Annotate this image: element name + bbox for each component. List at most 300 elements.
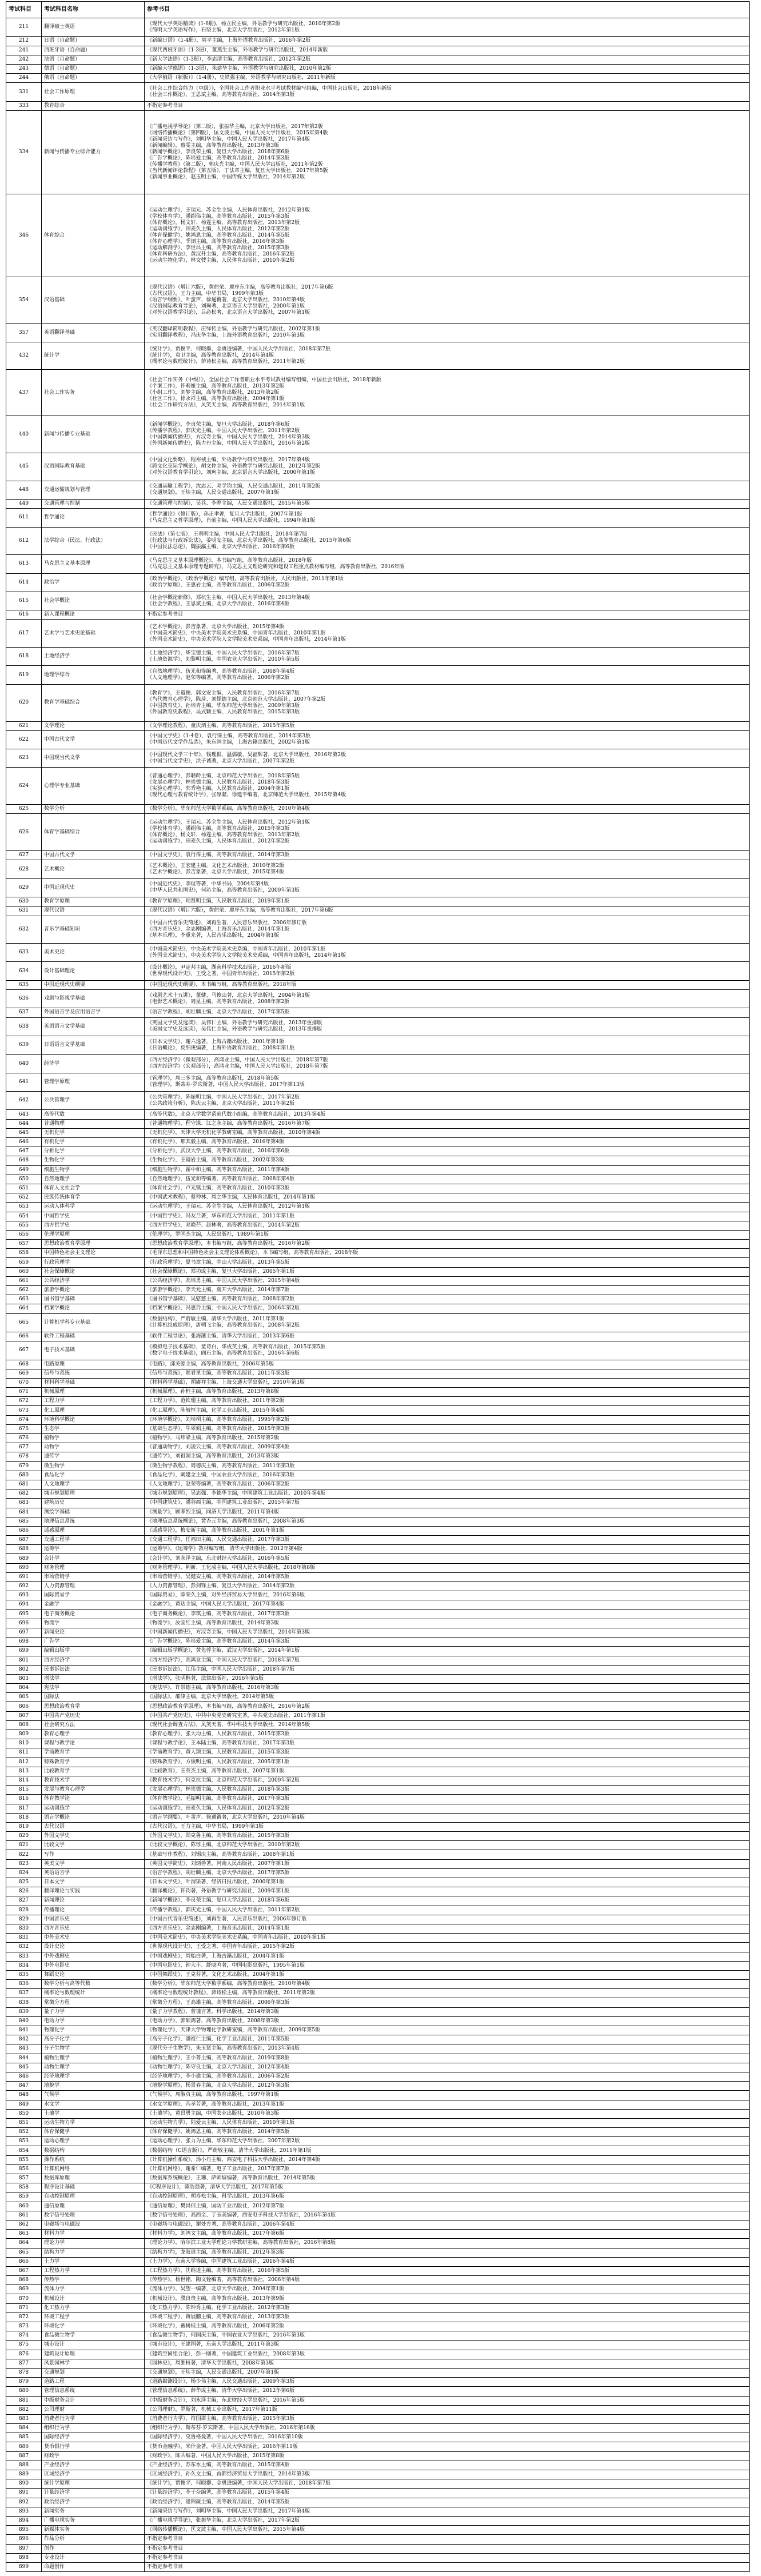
subject-code: 638: [6, 1017, 42, 1036]
subject-name: 工程热力学: [42, 2266, 145, 2275]
table-row: [6, 1563, 750, 1572]
reference-books: 《工程力学》，范钦珊主编，高等教育出版社，2011年第2版: [145, 1397, 750, 1406]
reference-books: 《中级财务会计》，刘永泽主编，东北财经大学出版社，2016年第5版: [145, 2396, 750, 2405]
reference-books: 《中国文化要略》，程裕祯主编，外语教学与研究出版社，2017年第4版 《跨文化交际学概论》，胡文仲主编，外语教学与研究出版社，2012年第2版 《对外汉语教育学引论》，刘珣主编，北京语言大学出版社，2000年第1版: [145, 453, 750, 481]
subject-code: 616: [6, 610, 42, 620]
reference-books: 《运动心理学》，张力为主编，华东师范大学出版社，2007年第2版: [145, 2137, 750, 2146]
subject-code: 896: [6, 2535, 42, 2544]
reference-books: 《教育技术学》，何克抗主编，北京师范大学出版社，2009年第2版: [145, 1776, 750, 1785]
reference-books: 《学前教育学》，黄人颂主编，人民教育出版社，2015年第3版: [145, 1748, 750, 1758]
table-row: [6, 916, 750, 944]
reference-books: 《数学分析》，华东师范大学数学系编，高等教育出版社，2010年第4版: [145, 805, 750, 814]
subject-name: 教育学基础综合: [42, 684, 145, 721]
table-row: [6, 1295, 750, 1304]
reference-books: 《地貌学原理》，杨景春主编，北京大学出版社，2012年第3版: [145, 2082, 750, 2091]
subject-name: 中国哲学史: [42, 1212, 145, 1221]
table-row: [6, 1489, 750, 1499]
subject-name: 图书馆学基础: [42, 1295, 145, 1304]
subject-name: 发展与教育心理学: [42, 1786, 145, 1795]
subject-code: 897: [6, 2544, 42, 2553]
reference-books: 《民法》（第七版），王利明主编，中国人民大学出版社，2018年第7版 《行政法与行政诉讼法》，姜明安主编，北京大学出版社，高等教育出版社，2015年第6版 《中国民法总论》，魏振瀛主编，北京大学出版社，2016年第6版: [145, 527, 750, 555]
table-row: [6, 1424, 750, 1433]
reference-books: 《数据结构（C语言版）》，严蔚敏主编，清华大学出版社，2011年第1版: [145, 2146, 750, 2155]
reference-books: 《产业经济学》，苏东水主编，高等教育出版社，2015年第4版: [145, 2461, 750, 2470]
subject-name: 统计学: [42, 342, 145, 370]
subject-name: 国际贸易学: [42, 1591, 145, 1600]
subject-code: 836: [6, 1980, 42, 1989]
subject-name: 传播理论: [42, 1906, 145, 1915]
reference-books: 《刑法学》，张明楷著，法律出版社，2016年第5版: [145, 1674, 750, 1683]
subject-name: 概率论与数理统计: [42, 1989, 145, 1998]
table-row: [6, 878, 750, 897]
table-row: [6, 2155, 750, 2164]
table-row: [6, 1508, 750, 1517]
subject-name: 外国文学史: [42, 1832, 145, 1841]
reference-books: 《计算机网络》，谢希仁编著，电子工业出版社，2017年第7版: [145, 2164, 750, 2174]
subject-name: 植物学: [42, 1434, 145, 1443]
subject-name: 微生物学: [42, 1461, 145, 1471]
subject-name: 运动生物力学: [42, 2118, 145, 2127]
reference-books: 《C程序设计》，谭浩强著，清华大学出版社，2017年第5版: [145, 2183, 750, 2192]
subject-code: 699: [6, 1647, 42, 1656]
subject-code: 841: [6, 2026, 42, 2035]
table-row: [6, 2378, 750, 2387]
reference-books: 《环境化学》，戴树桂主编，高等教育出版社，2006年第2版: [145, 2322, 750, 2331]
reference-books: 《人力资源管理》，彭剑锋主编，复旦大学出版社，2014年第2版: [145, 1582, 750, 1591]
subject-name: 作品分析: [42, 2535, 145, 2544]
table-row: [6, 1961, 750, 1970]
table-row: [6, 1388, 750, 1397]
subject-name: 中外电影史: [42, 1961, 145, 1970]
table-row: [6, 453, 750, 481]
subject-name: 区域经济学: [42, 2470, 145, 2479]
table-row: [6, 749, 750, 768]
reference-books: 《普通心理学》，彭聃龄主编，北京师范大学出版社，2018年第5版 《发展心理学》，林崇德主编，人民教育出版社，2018年第3版 《实验心理学》，郭秀艳主编，人民教育出版社，2004年第1版 《现代心理与教育统计学》，张厚粲、徐建平编著，北京师范大学出版社，2015年第4版: [145, 768, 750, 805]
reference-books: 《国际法》，邵津主编，北京大学出版社，2014年第5版: [145, 1693, 750, 1702]
subject-name: 公共经济学: [42, 1276, 145, 1285]
reference-books: 《生物化学》，王镜岩主编，高等教育出版社，2002年第3版: [145, 1156, 750, 1165]
subject-code: 869: [6, 2285, 42, 2294]
reference-books: 《英国文学史及选读》，吴伟仁主编，外语教学与研究出版社，2013年重排版 《美国文学史及选读》，吴伟仁主编，外语教学与研究出版社，2013年重排版: [145, 1017, 750, 1036]
table-row: [6, 2313, 750, 2322]
subject-name: 物流学: [42, 1619, 145, 1628]
subject-name: 新闻史论: [42, 1628, 145, 1637]
subject-code: 885: [6, 2433, 42, 2442]
subject-name: 教育学原理: [42, 897, 145, 906]
reference-books: 《食品化学》，阚建全主编，中国农业大学出版社，2016年第3版: [145, 1471, 750, 1480]
reference-books: 《现代西班牙语》（1-3册），董燕生主编，外语教学与研究出版社，2014年新版: [145, 46, 750, 55]
reference-books: 《遗传学》，刘祖洞主编，高等教育出版社，2013年第3版: [145, 1452, 750, 1461]
reference-books: 《细胞生物学》，翟中和主编，高等教育出版社，2011年第4版: [145, 1165, 750, 1175]
subject-code: 674: [6, 1415, 42, 1424]
subject-name: 软件工程基础: [42, 1332, 145, 1341]
reference-books: 《艺术概论》，王宏建主编，文化艺术出版社，2010年第2版 《艺术学概论》，彭吉象著，北京大学出版社，2015年第4版: [145, 860, 750, 878]
subject-code: 615: [6, 592, 42, 610]
reference-books: 《马克思主义基本原理概论》，本书编写组，高等教育出版社，2018年版 《马克思主义基本原理专题研究》，马克思主义理论研究和建设工程重点教材编写组，高等教育出版社，2016年版: [145, 555, 750, 573]
table-row: [6, 2322, 750, 2331]
subject-name: 数据结构: [42, 2146, 145, 2155]
reference-books: 《广告学概论》，陈培爱主编，高等教育出版社，2014年第3版: [145, 1638, 750, 1647]
subject-code: 678: [6, 1452, 42, 1461]
subject-name: 中国音乐史: [42, 1915, 145, 1924]
subject-name: 高分子化学: [42, 2035, 145, 2044]
subject-name: 政治学: [42, 573, 145, 592]
reference-books: 《国际经济学》，克鲁格曼著，中国人民大学出版社，2016年第10版: [145, 2433, 750, 2442]
subject-code: 843: [6, 2044, 42, 2054]
subject-name: 西方经济学: [42, 1656, 145, 1665]
subject-name: 统计学原理: [42, 2479, 145, 2489]
table-row: [6, 2211, 750, 2220]
subject-name: 交通管理与控制: [42, 499, 145, 508]
reference-books: 《电路》，邱关源主编，高等教育出版社，2006年第5版: [145, 1360, 750, 1369]
subject-name: 中国古代文学: [42, 730, 145, 749]
reference-books: 《教育学》，王道俊、郭文安主编，人民教育出版社，2016年第7版 《当代教育心理学》，陈琦、刘儒德主编，北京师范大学出版社，2007年第2版 《中国教育史》，孙培青主编，华东师范大学出版社，2009年第3版 《外国教育史教程》，吴式颖主编，人民教育出版社，2015年第3版: [145, 684, 750, 721]
reference-books: 《文学理论教程》，童庆炳主编，高等教育出版社，2015年第5版: [145, 721, 750, 730]
table-row: [6, 1434, 750, 1443]
reference-books: 《水文学原理》，芮孝芳著，高等教育出版社，2013年第1版: [145, 2100, 750, 2109]
subject-name: 英语语言学: [42, 1868, 145, 1878]
subject-name: 环境工程学: [42, 2313, 145, 2322]
subject-name: 中国特色社会主义理论: [42, 1249, 145, 1258]
subject-name: 思想政治教育学: [42, 1702, 145, 1711]
table-row: [6, 1980, 750, 1989]
table-row: [6, 1628, 750, 1637]
subject-code: 346: [6, 194, 42, 277]
subject-name: 国际经济学: [42, 2433, 145, 2442]
subject-name: 交通工程学: [42, 1536, 145, 1545]
table-row: [6, 2414, 750, 2423]
table-row: [6, 2192, 750, 2202]
subject-code: 662: [6, 1286, 42, 1295]
subject-code: 882: [6, 2405, 42, 2414]
subject-code: 675: [6, 1424, 42, 1433]
reference-books: 《植物学》，马炜梁主编，高等教育出版社，2015年第2版: [145, 1434, 750, 1443]
subject-code: 868: [6, 2276, 42, 2285]
subject-name: 西方音乐史: [42, 1924, 145, 1933]
reference-books: 《西方哲学史》，邓晓芒、赵林著，高等教育出版社，2014年第2版: [145, 1221, 750, 1230]
table-row: [6, 1720, 750, 1730]
table-row: [6, 1286, 750, 1295]
subject-code: 643: [6, 1110, 42, 1119]
subject-code: 872: [6, 2313, 42, 2322]
subject-name: 旅游学概论: [42, 1286, 145, 1295]
table-row: [6, 2359, 750, 2368]
reference-books: 《建筑空间组合论》，彭一刚著，中国建筑工业出版社，2008年第3版: [145, 2350, 750, 2359]
table-row: [6, 2350, 750, 2359]
reference-books: 《思想政治教育学原理》，本书编写组，高等教育出版社，2016年第2版: [145, 1240, 750, 1249]
subject-code: 669: [6, 1369, 42, 1378]
subject-code: 858: [6, 2183, 42, 2192]
subject-name: 日本文学: [42, 1878, 145, 1887]
header-name: 考试科目名称: [42, 2, 145, 18]
subject-code: 647: [6, 1147, 42, 1156]
subject-name: 新入课程概论: [42, 610, 145, 620]
subject-code: 862: [6, 2220, 42, 2229]
subject-code: 357: [6, 324, 42, 342]
reference-books: 《中国美术简史》，中央美术学院美术史系编，中国青年出版社，2010年第1版: [145, 1934, 750, 1943]
reference-books: 《翻译概论》，许钧著，外语教学与研究出版社，2009年第1版: [145, 1887, 750, 1896]
subject-code: 331: [6, 83, 42, 101]
table-row: [6, 2553, 750, 2562]
subject-name: 中级财务会计: [42, 2396, 145, 2405]
subject-name: 机械原理: [42, 1388, 145, 1397]
reference-books: 《经济地理学》，李小建主编，高等教育出版社，2006年第2版: [145, 2072, 750, 2081]
table-row: [6, 1952, 750, 1961]
subject-code: 687: [6, 1536, 42, 1545]
reference-books: 《体育社会学》，卢元镇主编，高等教育出版社，2010年第3版: [145, 1184, 750, 1193]
reference-books: 《中国戏剧史》，周贻白著，上海古籍出版社，2004年第1版: [145, 1952, 750, 1961]
subject-name: 比较教育学: [42, 1767, 145, 1776]
subject-name: 数字信号处理: [42, 2211, 145, 2220]
reference-books: 《量子力学教程》，曾谨言著，科学出版社，2014年第3版: [145, 2007, 750, 2016]
subject-code: 879: [6, 2378, 42, 2387]
subject-name: 音乐学基础知识: [42, 916, 145, 944]
subject-name: 水文学: [42, 2100, 145, 2109]
reference-books: 《常微分方程》，王高雄主编，高等教育出版社，2006年第3版: [145, 1998, 750, 2007]
subject-code: 856: [6, 2164, 42, 2174]
subject-code: 645: [6, 1128, 42, 1137]
subject-name: 中外戏剧史: [42, 1952, 145, 1961]
subject-code: 651: [6, 1184, 42, 1193]
reference-books: 《设计概论》，尹定邦主编，湖南科学技术出版社，2016年新版 《世界现代设计史》，王受之著，中国青年出版社，2015年第2版: [145, 962, 750, 980]
subject-code: 680: [6, 1471, 42, 1480]
subject-code: 449: [6, 499, 42, 508]
subject-name: 操作系统: [42, 2155, 145, 2164]
subject-name: 公共管理学: [42, 1092, 145, 1110]
table-row: [6, 481, 750, 499]
reference-books: 《体育教学论》，毛振明主编，高等教育出版社，2017年第3版: [145, 1795, 750, 1804]
subject-name: 土壤学: [42, 2109, 145, 2118]
table-row: [6, 1536, 750, 1545]
reference-books: 不指定参考书目: [145, 2544, 750, 2553]
subject-name: 计算机学科专业基础: [42, 1313, 145, 1332]
reference-books: 不指定参考书目: [145, 2562, 750, 2571]
reference-books: 《地理信息系统概论》，黄杏元主编，高等教育出版社，2008年第3版: [145, 1517, 750, 1526]
table-row: [6, 2526, 750, 2535]
subject-name: 汉语国际教育基础: [42, 453, 145, 481]
subject-code: 867: [6, 2266, 42, 2275]
subject-name: 社会保障概论: [42, 1267, 145, 1276]
reference-books: 《财政学》，陈共编著，中国人民大学出版社，2015年第8版: [145, 2451, 750, 2461]
subject-name: 土地经济学: [42, 648, 145, 666]
subject-code: 671: [6, 1388, 42, 1397]
table-row: [6, 768, 750, 805]
subject-name: 结构力学: [42, 2248, 145, 2257]
subject-code: 826: [6, 1887, 42, 1896]
reference-books: 《高分子化学》，潘祖仁主编，化学工业出版社，2011年第5版: [145, 2035, 750, 2044]
subject-name: 语言学概论: [42, 1813, 145, 1822]
reference-books: 《基础写作教程》，刘锡庆主编，高等教育出版社，2008年第1版: [145, 1850, 750, 1859]
subject-code: 665: [6, 1313, 42, 1332]
subject-name: 文学理论: [42, 721, 145, 730]
subject-code: 622: [6, 730, 42, 749]
table-row: [6, 1184, 750, 1193]
table-row: [6, 1665, 750, 1674]
subject-name: 工程力学: [42, 1397, 145, 1406]
table-row: [6, 2331, 750, 2341]
subject-code: 888: [6, 2461, 42, 2470]
table-row: [6, 1730, 750, 1739]
reference-books: 《消费者行为学》，符国群主编，高等教育出版社，2015年第3版: [145, 2414, 750, 2423]
table-row: [6, 46, 750, 55]
table-row: [6, 1813, 750, 1822]
table-row: [6, 620, 750, 648]
subject-name: 伦理学原理: [42, 1230, 145, 1239]
subject-code: 875: [6, 2341, 42, 2350]
subject-code: 649: [6, 1165, 42, 1175]
subject-name: 地理学综合: [42, 666, 145, 684]
reference-books: 《体育保健学》，姚鸿恩主编，高等教育出版社，2014年第5版: [145, 2128, 750, 2137]
subject-name: 广告学: [42, 1638, 145, 1647]
subject-code: 871: [6, 2303, 42, 2313]
subject-code: 445: [6, 453, 42, 481]
table-row: [6, 2451, 750, 2461]
reference-books: 《社会工作实务（中级）》，全国社会工作者职业水平考试教材编写组编，中国社会出版社，2018年新版 《个案工作》，许莉娅主编，高等教育出版社，2013年第2版 《小组工作》，刘梦主编，高等教育出版社，2013年第2版 《社区工作》，徐永祥主编，高等教育出版社，2004年第1版 《社会工作研究方法》，风笑天主编，高等教育出版社，2014年第1版: [145, 370, 750, 416]
table-row: [6, 1868, 750, 1878]
subject-name: 设计史论: [42, 1943, 145, 1952]
subject-code: 832: [6, 1943, 42, 1952]
table-row: [6, 527, 750, 555]
table-row: [6, 2063, 750, 2072]
subject-code: 683: [6, 1499, 42, 1508]
table-row: [6, 1609, 750, 1619]
subject-code: 845: [6, 2063, 42, 2072]
table-row: [6, 2016, 750, 2026]
table-row: [6, 64, 750, 73]
subject-name: 政治经济学: [42, 2498, 145, 2507]
reference-books: 《教育学原理》，项贤明主编，人民教育出版社，2019年第1版: [145, 897, 750, 906]
reference-books: 《机械原理》，孙桓主编，高等教育出版社，2013年第8版: [145, 1388, 750, 1397]
reference-books: 《现代汉语》（增订六版），黄伯荣、廖序东主编，高等教育出版社，2017年第6版 《古代汉语》，王力主编，中华书局，1999年第3版 《语言学纲要》，叶蜚声、徐通锵著，北京大学出版社，2010年第4版 《汉语国际教育导论》，刘珣著，北京语言大学出版社，2000年第1版 《对外汉语教学引论》，吕必松著，北京语言大学出版社，2007年第1版: [145, 277, 750, 324]
subject-name: 新媒体实务: [42, 2526, 145, 2535]
subject-name: 创作: [42, 2544, 145, 2553]
table-row: [6, 1276, 750, 1285]
subject-name: 体育保健学: [42, 2128, 145, 2137]
subject-name: 气候学: [42, 2091, 145, 2100]
subject-code: 243: [6, 64, 42, 73]
table-row: [6, 851, 750, 860]
table-row: [6, 1841, 750, 1850]
table-row: [6, 1934, 750, 1943]
subject-name: 生态学: [42, 1424, 145, 1433]
table-row: [6, 277, 750, 324]
subject-code: 848: [6, 2091, 42, 2100]
reference-books: 《新闻采访与写作》，刘明华主编，中国人民大学出版社，2017年第4版: [145, 2507, 750, 2516]
subject-code: 851: [6, 2118, 42, 2127]
subject-code: 838: [6, 1998, 42, 2007]
reference-books: 《市场营销学》，吴健安主编，高等教育出版社，2014年第5版: [145, 1572, 750, 1581]
table-row: [6, 1572, 750, 1581]
subject-name: 公司理财: [42, 2405, 145, 2414]
table-row: [6, 83, 750, 101]
table-row: [6, 2276, 750, 2285]
subject-name: 化工热力学: [42, 2303, 145, 2313]
table-row: [6, 1452, 750, 1461]
subject-name: 教育技术学: [42, 1776, 145, 1785]
reference-books: 《植物生理学》，王小菁主编，高等教育出版社，2019年第8版: [145, 2054, 750, 2063]
table-row: [6, 1147, 750, 1156]
reference-books: 《中国近现代史纲要》，本书编写组，高等教育出版社，2018年版: [145, 980, 750, 989]
table-row: [6, 1175, 750, 1184]
table-row: [6, 2044, 750, 2054]
subject-code: 802: [6, 1665, 42, 1674]
subject-name: 日语（自命题）: [42, 37, 145, 46]
reference-books: 《现代汉语》（增订六版），黄伯荣、廖序东主编，高等教育出版社，2017年第6版: [145, 906, 750, 916]
subject-name: 外国语言学及应用语言学: [42, 1008, 145, 1017]
reference-books: 《运动生理学》，王瑞元、苏全生主编，人民体育出版社，2012年第1版 《学校体育学》，潘绍伟主编，高等教育出版社，2015年第3版 《体育概论》，杨文轩、杨霆主编，高等教育出版社，2013年第2版 《运动训练学》，田麦久主编，人民体育出版社，2012年第2版 《体育保健学》，姚鸿恩主编，高等教育出版社，2014年第5版 《体育心理学》，季浏主编，高等教育出版社，2016年第3版 《运动解剖学》，李世昌主编，高等教育出版社，2015年第3版 《体育科研方法》，黄汉升主编，高等教育出版社，2016年第2版 《运动生物化学》，林文弢主编，人民体育出版社，2010年第2版: [145, 194, 750, 277]
table-row: [6, 1878, 750, 1887]
subject-code: 673: [6, 1406, 42, 1415]
subject-name: 中国近现代史: [42, 878, 145, 897]
reference-books: 《中国新闻传播史》，方汉奇主编，中国人民大学出版社，2014年第3版: [145, 1628, 750, 1637]
subject-code: 692: [6, 1582, 42, 1591]
subject-name: 写作: [42, 1850, 145, 1859]
table-row: [6, 1656, 750, 1665]
subject-name: 电路原理: [42, 1360, 145, 1369]
subject-code: 804: [6, 1684, 42, 1693]
reference-books: 《日本文学史》，叶渭渠著，经济日报出版社，2000年第1版: [145, 1878, 750, 1887]
subject-code: 648: [6, 1156, 42, 1165]
table-row: [6, 37, 750, 46]
subject-code: 834: [6, 1961, 42, 1970]
subject-code: 812: [6, 1758, 42, 1767]
reference-books: 《电动力学》，郭硕鸿著，高等教育出版社，2008年第3版: [145, 2016, 750, 2026]
subject-code: 642: [6, 1092, 42, 1110]
subject-code: 623: [6, 749, 42, 768]
table-row: [6, 2035, 750, 2044]
reference-books: 《中国建筑史》，潘谷西主编，中国建筑工业出版社，2015年第7版: [145, 1499, 750, 1508]
subject-name: 通信原理: [42, 2202, 145, 2211]
subject-code: 844: [6, 2054, 42, 2063]
reference-books: 《中国电影史》，钟大丰、舒晓鸣著，中国电影出版社，1995年第1版: [145, 1961, 750, 1970]
subject-name: 英语翻译基础: [42, 324, 145, 342]
subject-name: 食品微生物学: [42, 2331, 145, 2341]
subject-name: 量子力学: [42, 2007, 145, 2016]
reference-books: 《分析化学》，武汉大学主编，高等教育出版社，2016年第6版: [145, 1147, 750, 1156]
subject-code: 212: [6, 37, 42, 46]
table-row: [6, 1684, 750, 1693]
subject-name: 中国近现代史纲要: [42, 980, 145, 989]
reference-books: 《数字信号处理》，高西全、丁玉美编著，西安电子科技大学出版社，2016年第4版: [145, 2211, 750, 2220]
subject-name: 宪法学: [42, 1684, 145, 1693]
subject-code: 825: [6, 1878, 42, 1887]
subject-code: 811: [6, 1748, 42, 1758]
reference-books: 《政治学概论》，《政治学概论》编写组，高等教育出版社，人民出版社，2011年第1版 《政治学原理》，王惠岩主编，高等教育出版社，2006年第2版: [145, 573, 750, 592]
table-row: [6, 1341, 750, 1360]
reference-books: 《统计学》，贾俊平、何晓群、金勇进编著，中国人民大学出版社，2018年第7版: [145, 2479, 750, 2489]
table-row: [6, 666, 750, 684]
table-row: [6, 1887, 750, 1896]
table-row: [6, 1240, 750, 1249]
table-row: [6, 2498, 750, 2507]
reference-books: 《编辑出版学概论》，黄先蓉主编，武汉大学出版社，2014年第1版: [145, 1647, 750, 1656]
reference-books: 《伦理学》，罗国杰主编，人民出版社，1989年第1版: [145, 1230, 750, 1239]
reference-books: 《中国武术教程》，蔡仲林、周之华主编，人民体育出版社，2014年第1版: [145, 1193, 750, 1203]
table-row: [6, 962, 750, 980]
subject-name: 现代汉语: [42, 906, 145, 916]
reference-books: 《中国古代音乐史简述》，刘再生著，人民音乐出版社，2006年修订版: [145, 1915, 750, 1924]
reference-books: 《公司理财》，罗斯著，机械工业出版社，2017年第11版: [145, 2405, 750, 2414]
table-row: [6, 2368, 750, 2377]
subject-code: 860: [6, 2202, 42, 2211]
table-row: [6, 2516, 750, 2525]
reference-books: 《普通动物学》，刘凌云主编，高等教育出版社，2009年第4版: [145, 1443, 750, 1452]
table-row: [6, 2109, 750, 2118]
subject-code: 876: [6, 2350, 42, 2359]
header-code: 考试科目: [6, 2, 42, 18]
reference-books: 《中国现代文学三十年》，钱理群、温儒敏、吴福辉著，北京大学出版社，2016年第2版 《中国当代文学史》，洪子诚著，北京大学出版社，2007年第2版: [145, 749, 750, 768]
reference-books: 《国际贸易》，薛荣久主编，对外经济贸易大学出版社，2016年第6版: [145, 1591, 750, 1600]
